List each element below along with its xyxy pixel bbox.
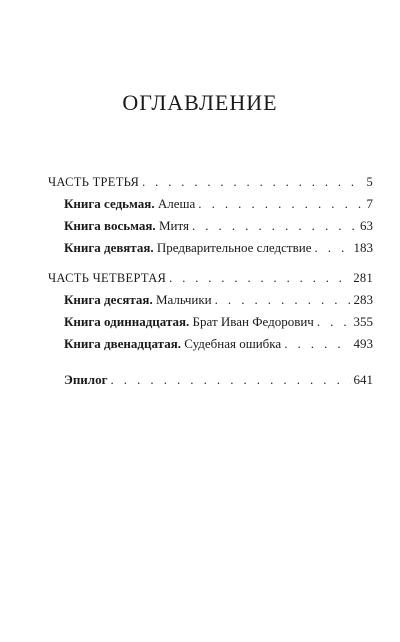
toc-book-label: Книга седьмая. (64, 196, 155, 211)
dot-leader (169, 270, 350, 286)
toc-book-label: Книга десятая. (64, 292, 153, 307)
dot-leader (314, 240, 350, 256)
toc-entry-book-seven[interactable] (48, 196, 373, 218)
toc-entry-book-eleven[interactable] (48, 314, 373, 336)
page-title: ОГЛАВЛЕНИЕ (122, 90, 278, 115)
toc-book-title: Предварительное следствие (156, 240, 312, 255)
toc-entry-book-twelve[interactable] (48, 336, 373, 358)
dot-leader (142, 174, 363, 190)
toc-book-title: Митя (158, 218, 189, 233)
toc-book-label: Книга двенадцатая. (64, 336, 181, 351)
dot-leader (317, 314, 351, 330)
dot-leader (215, 292, 351, 308)
dot-leader (284, 336, 350, 352)
toc-page-number: 183 (353, 240, 373, 255)
toc-page-number: 283 (353, 292, 373, 307)
toc-entry-label: ЧАСТЬ ТРЕТЬЯ (48, 175, 140, 189)
toc-entry-part-three[interactable] (48, 174, 373, 196)
dot-leader (111, 372, 351, 388)
toc-page-number: 281 (353, 271, 373, 285)
toc-page-number: 63 (360, 218, 373, 233)
toc-entry-book-nine[interactable] (48, 240, 373, 262)
toc-book-title: Судебная ошибка (184, 336, 282, 351)
toc-book-title: Мальчики (155, 292, 212, 307)
toc-book-title: Алеша (157, 196, 196, 211)
toc-entry-part-four[interactable] (48, 270, 373, 292)
toc-book-label: Книга одиннадцатая. (64, 314, 190, 329)
toc-page-number: 7 (366, 196, 373, 211)
toc-page-number: 641 (353, 372, 373, 387)
toc-book-title: Брат Иван Федорович (192, 314, 314, 329)
toc-page-number: 493 (353, 336, 373, 351)
toc-entry-epilogue[interactable] (48, 372, 373, 394)
toc-book-label: Книга девятая. (64, 240, 154, 255)
toc-entry-label: ЧАСТЬ ЧЕТВЕРТАЯ (48, 271, 167, 285)
table-of-contents (48, 174, 373, 394)
toc-entry-book-eight[interactable] (48, 218, 373, 240)
toc-page-number: 5 (366, 175, 373, 189)
toc-page-number: 355 (353, 314, 373, 329)
dot-leader (198, 196, 363, 212)
toc-book-label: Эпилог (64, 372, 108, 387)
dot-leader (192, 218, 357, 234)
toc-book-label: Книга восьмая. (64, 218, 156, 233)
toc-entry-book-ten[interactable] (48, 292, 373, 314)
